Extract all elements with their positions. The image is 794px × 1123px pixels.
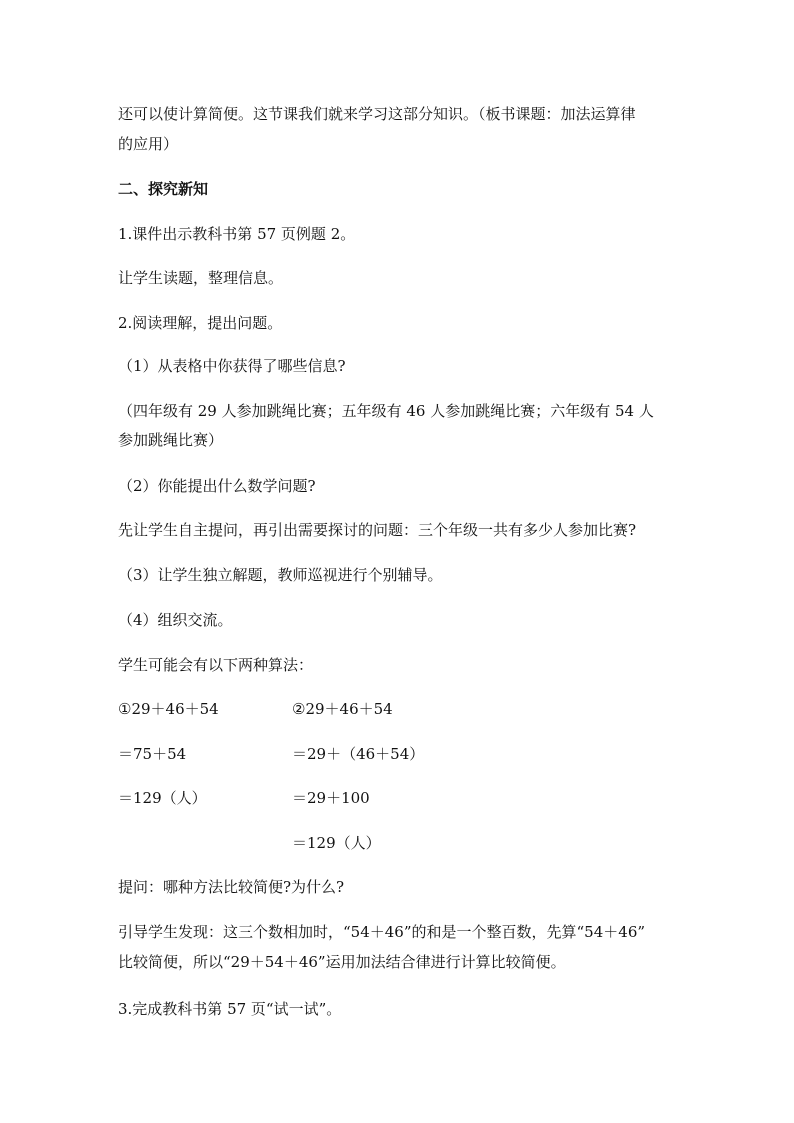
methods-intro: 学生可能会有以下两种算法： bbox=[118, 656, 314, 674]
intro-text-line-1: 还可以使计算简便。这节课我们就来学习这部分知识。（板书课题：加法运算律 bbox=[118, 105, 636, 123]
intro-text-line-2: 的应用） bbox=[118, 135, 179, 153]
section-heading: 二、探究新知 bbox=[118, 180, 209, 198]
step-2-text: 2.阅读理解，提出问题。 bbox=[118, 314, 283, 332]
guide-text-line-2: 比较简便，所以“29＋54＋46”运用加法结合律进行计算比较简便。 bbox=[118, 953, 566, 971]
method-2-row-1: ②29＋46＋54 bbox=[292, 700, 393, 718]
question-3: （3）让学生独立解题，教师巡视进行个别辅导。 bbox=[118, 566, 443, 584]
question-text: 提问：哪种方法比较简便?为什么? bbox=[118, 878, 345, 896]
question-1: （1）从表格中你获得了哪些信息? bbox=[118, 357, 346, 375]
question-4: （4）组织交流。 bbox=[118, 611, 233, 629]
step-1-text: 1.课件出示教科书第 57 页例题 2。 bbox=[118, 225, 356, 243]
method-1-row-2: ＝75＋54 bbox=[118, 745, 187, 763]
answer-1-line-2: 参加跳绳比赛） bbox=[118, 431, 224, 449]
answer-2: 先让学生自主提问，再引出需要探讨的问题：三个年级一共有多少人参加比赛? bbox=[118, 521, 637, 539]
answer-1-line-1: （四年级有 29 人参加跳绳比赛；五年级有 46 人参加跳绳比赛；六年级有 54 人 bbox=[118, 402, 654, 420]
method-2-row-3: ＝29＋100 bbox=[292, 789, 370, 807]
question-2: （2）你能提出什么数学问题? bbox=[118, 477, 316, 495]
method-2-row-4: ＝129（人） bbox=[292, 834, 381, 852]
method-2-row-2: ＝29＋（46＋54） bbox=[292, 745, 425, 763]
method-1-row-1: ①29＋46＋54 bbox=[118, 700, 219, 718]
step-3-text: 3.完成教科书第 57 页“试一试”。 bbox=[118, 1000, 342, 1018]
guide-text-line-1: 引导学生发现：这三个数相加时，“54＋46”的和是一个整百数，先算“54＋46” bbox=[118, 923, 646, 941]
step-1-note: 让学生读题，整理信息。 bbox=[118, 269, 284, 287]
method-1-row-3: ＝129（人） bbox=[118, 789, 207, 807]
